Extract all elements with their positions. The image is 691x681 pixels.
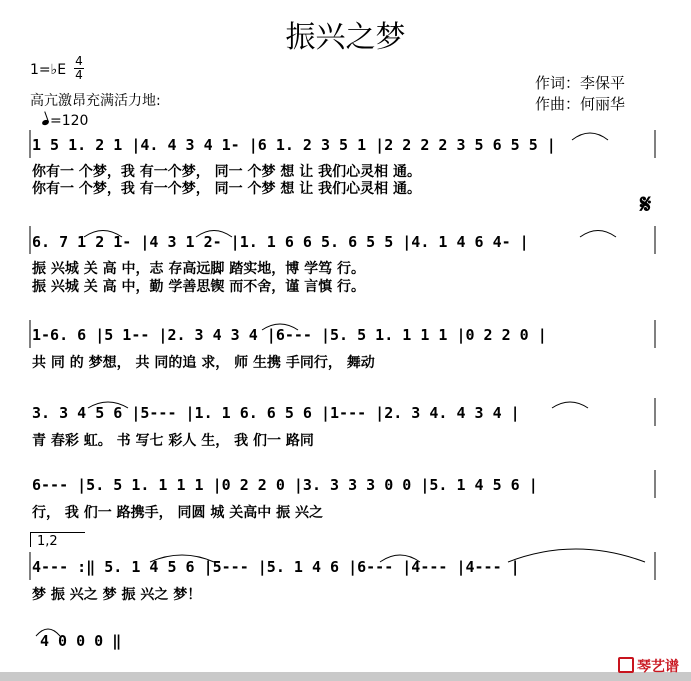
logo-text: 琴艺谱 (637, 659, 679, 675)
slur-mark (84, 231, 122, 238)
notation-line-5: 6--- |5. 5 1. 1 1 1 |0 2 2 0 |3. 3 3 3 0 0 |5. 1 4 5 6 | (32, 476, 538, 494)
notation-line-1: 1 5 1. 2 1 |4. 4 3 4 1- |6 1. 2 3 5 1 |2 2 2 2 3 5 6 5 5 | (32, 136, 556, 154)
logo-icon (618, 657, 634, 673)
lyric-line-2a: 振 兴城 关 高 中，志 存高远脚 踏实地，博 学笃 行。 (32, 261, 365, 277)
time-signature-bottom: 4 (75, 68, 83, 82)
slur-mark (36, 629, 60, 636)
lyric-line-5: 行， 我 们一 路携手， 同圆 城 关高中 振 兴之 (32, 505, 323, 521)
composer-credit: 作曲：何丽华 (535, 95, 626, 113)
lyric-line-6: 梦 振 兴之 梦 振 兴之 梦！ (32, 587, 202, 603)
slur-mark (508, 549, 645, 562)
site-logo (618, 656, 679, 676)
volta-bracket: 1,2 (30, 532, 85, 547)
slur-mark (150, 555, 214, 562)
slur-mark (88, 402, 128, 408)
song-title: 振兴之梦 (285, 20, 406, 55)
slur-mark (262, 324, 298, 330)
expression-marking: 高亢激昂充满活力地: (30, 93, 161, 109)
lyric-line-3: 共 同 的 梦想， 共 同的追 求， 师 生携 手同行， 舞动 (32, 355, 375, 371)
notation-line-6: 4--- :‖ 5. 1 4 5 6 |5--- |5. 1 4 6 |6--- |4--- |4--- | (32, 558, 520, 576)
bottom-bar (0, 672, 691, 681)
key-signature: 1=♭E (30, 62, 67, 78)
segno-icon: 𝄋 (640, 190, 652, 220)
notation-line-2: 6. 7 1 2 1- |4 3 1 2- |1. 1 6 6 5. 6 5 5 |4. 1 4 6 4- | (32, 233, 529, 251)
lyric-line-1b: 你有一 个梦，我 有一个梦， 同一 个梦 想 让 我们心灵相 通。 (32, 181, 421, 197)
slur-mark (552, 402, 588, 408)
slur-mark (580, 231, 616, 238)
lyricist-credit: 作词：李保平 (535, 74, 626, 92)
slur-mark (572, 133, 608, 140)
tempo-value: =120 (50, 113, 89, 129)
notation-line-3: 1-6. 6 |5 1-- |2. 3 4 3 4 |6--- |5. 5 1. 1 1 1 |0 2 2 0 | (32, 326, 547, 344)
notation-line-7: 4 0 0 0 ‖ (40, 632, 122, 650)
slur-mark (380, 555, 420, 562)
lyric-line-4: 青 春彩 虹。 书 写七 彩人 生， 我 们一 路同 (32, 433, 314, 449)
slur-mark (196, 231, 232, 238)
lyric-line-2b: 振 兴城 关 高 中，勤 学善思锲 而不舍，谨 言慎 行。 (32, 279, 365, 295)
lyric-line-1a: 你有一 个梦，我 有一个梦， 同一 个梦 想 让 我们心灵相 通。 (32, 164, 421, 180)
time-signature-top: 4 (75, 54, 83, 68)
notation-line-4: 3. 3 4 5 6 |5--- |1. 1 6. 6 5 6 |1--- |2. 3 4. 4 3 4 | (32, 404, 520, 422)
